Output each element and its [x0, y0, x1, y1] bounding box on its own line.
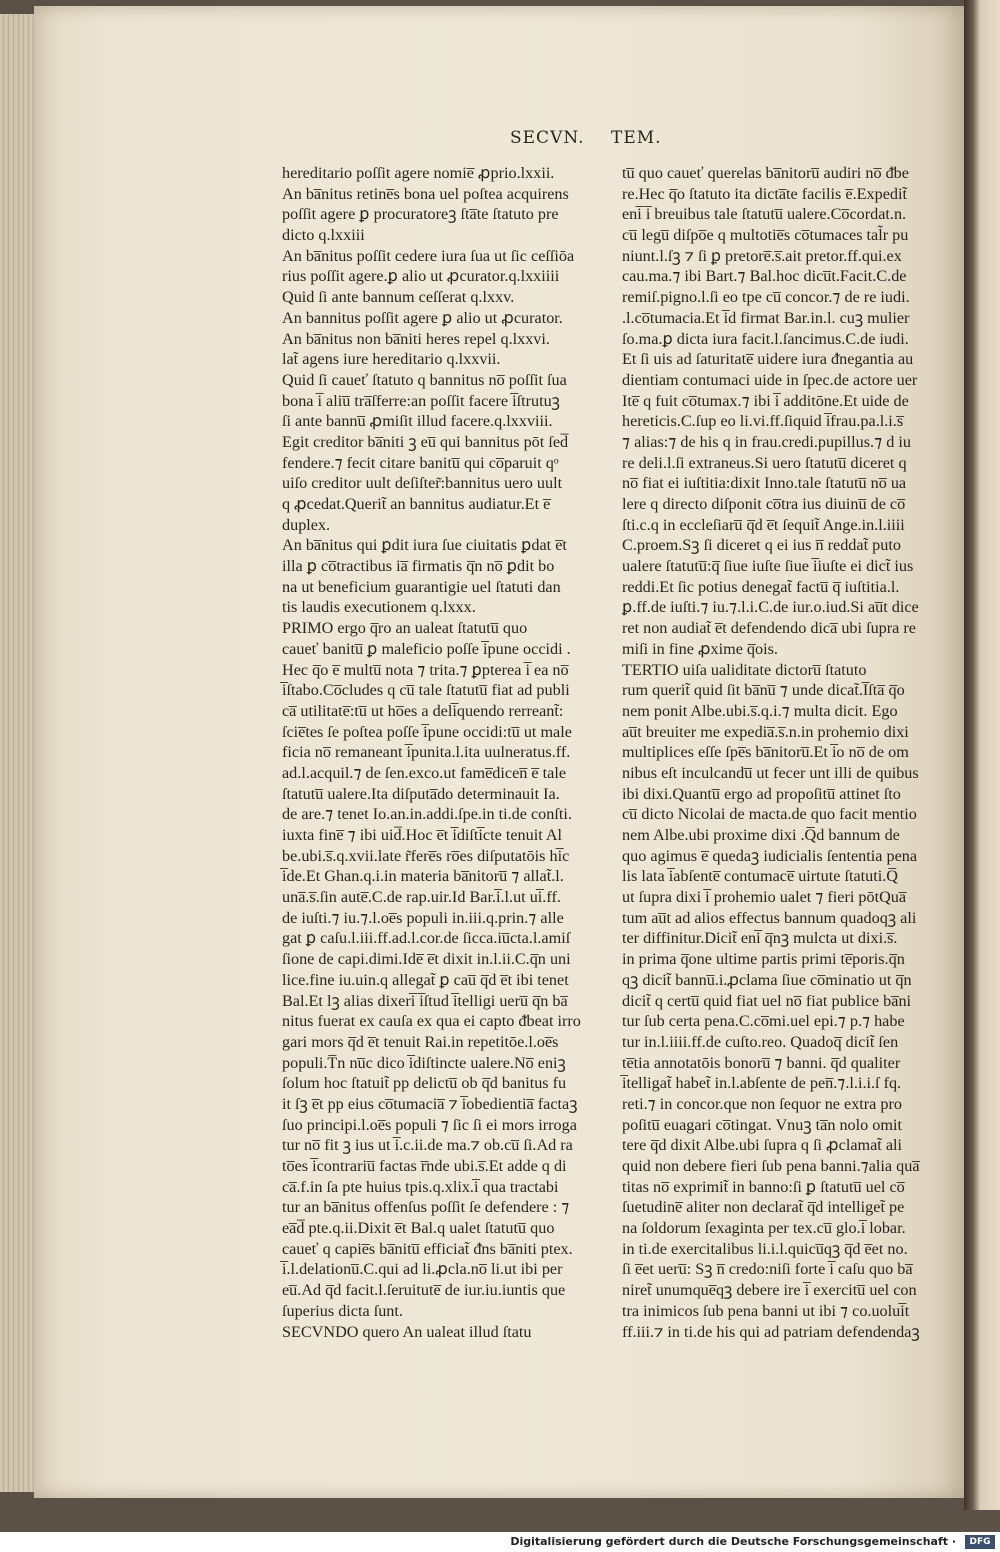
text-line-left: ca̅.f.in ſa pte huius tpis.q.xlix.i̅ qua tractabi — [282, 1177, 559, 1196]
text-line-right: ꝑ.ff.de iuſti.⁊ iu.⁊.l.i.C.de iur.o.iud.Si au̅t dice — [622, 598, 919, 617]
text-line-right: hereticis.C.ſup eo li.vi.ff.ſiquid i̅frau.pa.l.i.s̅ — [622, 412, 904, 431]
text-line-left: illa ꝑ co̅tractibus ia̅ firmatis q̅n no̅ ꝑdit bo — [282, 557, 555, 576]
text-line-right: multiplices eſſe ſpe̅s ba̅nitoru̅.Et i̅o no̅ de om — [622, 743, 909, 762]
text-line-left: An ba̅nitus non ba̅niti heres repel q.lxxvi. — [282, 329, 550, 348]
text-line-right: miſi in fine ꝓxime q̅ois. — [622, 639, 778, 658]
text-line-right: ualere ſtatutu̅:q̅ ſiue iuſte ſiue i̅iuſte ei dict̃ ius — [622, 557, 914, 576]
text-line-left: ſtatutu̅ ualere.Ita diſputa̅do determinauit Ia. — [282, 784, 560, 803]
text-column-left — [282, 163, 581, 1342]
text-line-left: caueť banitu̅ ꝑ maleficio poſſe i̅pune occidi . — [282, 639, 571, 658]
page-stack-edge — [0, 14, 35, 1492]
text-line-left: duplex. — [282, 515, 331, 534]
text-line-right: ⁊ alias:⁊ de his q in frau.credi.pupillus.⁊ d iu — [622, 432, 911, 451]
text-line-left: An ba̅nitus poſſit cedere iura ſua ut ſic ceſſiōa — [282, 246, 575, 265]
text-line-right: tu̅ quo caueť querelas ba̅nitoru̅ audiri no̅ ᵭbe — [622, 164, 909, 182]
text-line-left: PRIMO ergo q̅ro an ualeat ſtatutu̅ quo — [282, 619, 528, 638]
facing-page-edge — [964, 0, 1000, 1510]
text-line-left: ficia no̅ remaneant i̅punita.l.ita uulneratus.ff. — [282, 743, 571, 762]
text-line-right: reti.⁊ in concor.que non ſequor ne extra pro — [622, 1094, 902, 1113]
text-line-left: na ut beneficium guarantigie uel ſtatuti dan — [282, 577, 561, 596]
text-line-right: ut ſupra dixi i̅ prohemio ualet ⁊ fieri pōtQua̅ — [622, 888, 907, 907]
text-line-left: caueť q capie̅s ba̅nitu̅ efficiat̃ ᵭns ba̅niti ptex. — [282, 1239, 573, 1258]
text-line-right: TERTIO uiſa ualiditate dictoru̅ ſtatuto — [622, 660, 867, 679]
text-line-right: no̅ fiat ei iuſtitia:dixit Inno.tale ſtatutu̅ no̅ ua — [622, 474, 907, 493]
text-line-right: cu̅ legu̅ diſpo̅e q multotie̅s co̅tumaces tal̃r pu — [622, 226, 909, 245]
text-line-right: nibus eſt inculcandu̅ ut fecer unt illi de quibus — [622, 763, 919, 782]
text-line-right: i̅telligat̃ habet̃ in.l.abſente de pen̅.⁊.l.i.i.ſ fq. — [622, 1074, 902, 1093]
text-line-right: tere q̅d dixit Albe.ubi ſupra q ſi ꝓclamat̃ ali — [622, 1136, 903, 1155]
text-line-right: dientiam contumaci uide in ſpec.de actore uer — [622, 370, 918, 389]
text-line-left: iuxta fine̅ ⁊ ibi uid̅.Hoc e̅t i̅diſti̅cte tenuit Al — [282, 826, 563, 844]
text-line-left: fendere.⁊ fecit citare banitu̅ qui co̅paruit qᵒ — [282, 453, 559, 472]
text-line-right: Et ſi uis ad ſaturitate̅ uidere iura ᵭnegantia au — [622, 350, 914, 369]
text-line-right: poſitu̅ euagari co̅tingat. Vnuꝫ ta̅n nolo omit — [622, 1115, 902, 1134]
text-line-left: tur no̅ fit ꝫ ius ut i̅.c.ii.de ma.⁊ ob.cu̅ ſi.Ad ra — [282, 1136, 573, 1155]
text-line-right: ſo.ma.ꝑ dicta iura facit.l.ſancimus.C.de iudi. — [622, 329, 909, 348]
text-line-right: in ti.de exercitalibus li.i.l.quicu̅qꝫ q̅d e̅et no. — [622, 1239, 908, 1258]
text-line-right: tur ſub certa pena.C.co̅mi.uel epi.⁊ p.⁊ habe — [622, 1012, 905, 1031]
text-line-right: ſti.c.q in eccleſiaru̅ q̅d e̅t ſequit̃ Ange.in.l.iiii — [622, 515, 905, 534]
text-line-right: eni̅ i̅ breuibus tale ſtatutu̅ ualere.Co̅cordat.n. — [622, 205, 907, 224]
text-line-right: ſuetudine̅ aliter non declarat̃ q̅d intelliget̃ pe — [622, 1198, 905, 1217]
text-line-right: tra inimicos ſub pena banni ut ibi ⁊ co.uolui̅t — [622, 1301, 910, 1320]
text-line-right: qꝫ dicit̃ bannu̅.i.ꝓclama ſiue co̅minatio ut q̅n — [622, 970, 912, 989]
text-line-left: tur an ba̅nitus offenſus poſſit ſe defendere : ⁊ — [282, 1198, 570, 1217]
text-line-left: ea̅d̅ pte.q.ii.Dixit e̅t Bal.q ualet ſtatutu̅ quo — [282, 1219, 555, 1238]
text-line-left: i̅ſtabo.Co̅cludes q cu̅ tale ſtatutu̅ fiat ad publi — [282, 681, 570, 700]
text-line-left: Hec q̅o e̅ multu̅ nota ⁊ trita.⁊ ꝑpterea i̅ ea no̅ — [282, 660, 569, 679]
text-line-left: una̅.s̅.ſin aute̅.C.de rap.uir.Id Bar.i̅.l.ut ui̅.ff. — [282, 888, 561, 907]
text-line-right: na ſoldorum ſexaginta per tex.cu̅ glo.i̅ lobar. — [622, 1219, 906, 1238]
text-line-left: ſione de capi.dimi.Ide̅ e̅t dixit in.l.ii.C.q̅n uni — [282, 950, 571, 969]
text-line-right: nem Albe.ubi proxime dixi .Q̅d bannum de — [622, 826, 900, 844]
text-line-right: ff.iii.⁊ in ti.de his qui ad patriam defendendaꝫ — [622, 1322, 920, 1341]
text-line-left: gat ꝑ caſu.l.iii.ff.ad.l.cor.de ſicca.iu̅cta.l.amiſ — [282, 929, 571, 948]
text-line-right: ibi dixi.Quantu̅ ergo ad propoſitu̅ attinet ſto — [622, 784, 901, 803]
text-line-left: lice.fine iu.uin.q allegat̃ ꝑ cau̅ q̅d e̅t ibi tenet — [282, 970, 569, 989]
text-line-left: de are.⁊ tenet Io.an.in.addi.ſpe.in ti.de conſti. — [282, 805, 572, 824]
text-line-left: An ba̅nitus retine̅s bona uel poſtea acquirens — [282, 184, 569, 203]
text-line-right: au̅t breuiter me expedia̅.s̅.n.in prohemio dixi — [622, 722, 909, 741]
text-line-left: nitus fuerat ex cauſa ex qua ei capto ᵭbeat irro — [282, 1012, 581, 1031]
text-line-right: ret non audiat̃ e̅t defendendo dica̅ ubi ſupra re — [622, 619, 916, 638]
text-line-right: lis lata i̅abſente̅ contumace̅ uirtute ſtatuti.Q̅ — [622, 867, 898, 886]
text-line-left: it ſꝫ e̅t pp eius co̅tumacia̅ ⁊ i̅obedientia̅ factaꝫ — [282, 1094, 578, 1113]
text-line-left: bona i̅ aliu̅ tra̅ſferre:an poſſit facere i̅ſtrutuꝫ — [282, 391, 560, 410]
text-line-left: SECVNDO quero An ualeat illud ſtatu — [282, 1322, 532, 1341]
text-line-right: .l.co̅tumacia.Et i̅d firmat Bar.in.l. cuꝫ mulier — [622, 308, 910, 327]
running-head-left: SECVN. — [510, 128, 585, 148]
text-line-left: Quid ſi caueť ſtatuto q bannitus no̅ poſſit ſua — [282, 370, 567, 389]
text-line-left: tis laudis executionem q.lxxx. — [282, 598, 476, 617]
text-line-left: Bal.Et lꝫ alias dixeri̅ i̅ſtud i̅telligi ueru̅ q̅n ba̅ — [282, 991, 568, 1010]
text-line-right: niunt.l.ſꝫ ⁊ ſi ꝑ pretore̅.s̅.ait pretor.ff.qui.ex — [622, 246, 902, 265]
text-line-left: be.ubi.s̅.q.xvii.late r̃fere̅s ro̅es diſputatōis hi̅c — [282, 846, 570, 865]
text-line-right: C.proem.Sꝫ ſi diceret q ei ius n̅ reddat̃ puto — [622, 536, 901, 555]
text-line-right: reddi.Et ſic potius denegat̃ factu̅ q̅ iuſtitia.l. — [622, 577, 900, 596]
running-head-right: TEM. — [611, 128, 662, 148]
text-line-right: te̅tia annotatōis bonoru̅ ⁊ banni. q̅d qualiter — [622, 1053, 901, 1072]
text-line-right: ſi e̅et ueru̅: Sꝫ n̅ credo:niſi forte i̅ caſu quo ba̅ — [622, 1260, 913, 1279]
text-line-right: cu̅ dicto Nicolai de macta.de quo facit mentio — [622, 805, 917, 824]
text-line-right: quid non debere fieri ſub pena banni.⁊alia qua̅ — [622, 1157, 920, 1175]
text-line-left: hereditario poſſit agere nomie̅ ꝓprio.lxxii. — [282, 164, 555, 182]
text-line-right: nem ponit Albe.ubi.s̅.q.i.⁊ multa dicit. Ego — [622, 701, 898, 720]
text-line-left: to̅es i̅contrariu̅ factas r̅nde ubi.s̅.Et adde q di — [282, 1157, 567, 1175]
text-line-right: re deli.l.ſi extraneus.Si uero ſtatutu̅ diceret q — [622, 453, 907, 472]
text-line-right: tur in.l.iiii.ff.de cuſto.reo. Quadoq̅ dicit̃ ſen — [622, 1032, 899, 1051]
text-line-left: Egit creditor ba̅niti ꝫ eu̅ qui bannitus pōt ſed̅ — [282, 432, 569, 451]
text-line-right: in prima q̅one ultime partis primi te̅poris.q̅n — [622, 950, 905, 969]
text-line-right: re.Hec q̅o ſtatuto ita dicta̅te facilis e̅.Expedit̃ — [622, 184, 907, 203]
text-line-left: ca̅ utilitate̅:tu̅ ut ho̅es a deli̅quendo rerreant̃: — [282, 701, 564, 720]
text-line-left: ſi ante bannu̅ ꝓmiſit illud facere.q.lxxviii. — [282, 412, 553, 431]
text-line-left: dicto q.lxxiii — [282, 226, 365, 245]
text-line-left: uiſo creditor uult deſiſter̃:bannitus uero uult — [282, 474, 563, 493]
text-line-left: An bannitus poſſit agere ꝑ alio ut ꝓcurator. — [282, 308, 563, 327]
text-line-left: Quid ſi ante bannum ceſſerat q.lxxv. — [282, 288, 515, 307]
text-column-right — [622, 163, 920, 1342]
text-line-left: eu̅.Ad q̅d facit.l.ſeruitute̅ de iur.iu.iuntis que — [282, 1281, 566, 1300]
text-line-right: niret̃ unumque̅qꝫ debere ire i̅ exercitu̅ uel con — [622, 1281, 917, 1300]
text-line-right: quo agimus e̅ quedaꝫ iudicialis ſententia pena — [622, 846, 918, 865]
text-line-left: ſuperius dicta ſunt. — [282, 1301, 403, 1320]
text-line-right: Ite̅ q fuit co̅tumax.⁊ ibi i̅ additōne.Et uide de — [622, 391, 909, 410]
text-line-right: lere q directo diſponit co̅tra ius diuinu̅ de co̅ — [622, 495, 906, 513]
text-line-left: ſolum hoc ſtatuit̃ pp delictu̅ ob q̅d banitus fu — [282, 1074, 567, 1093]
funding-credit: Digitalisierung gefördert durch die Deutsche Forschungsgemeinschaft · — [510, 1535, 956, 1548]
text-line-right: ter diffinitur.Dicit̃ eni̅ q̅nꝫ mulcta ut dixi.s̅. — [622, 929, 898, 948]
text-line-left: gari mors q̅d e̅t tenuit Rai.in repetitōe.l.oe̅s — [282, 1032, 559, 1051]
text-line-left: ſcie̅tes ſe poſtea poſſe i̅pune occidi:tu̅ ut male — [282, 722, 572, 741]
text-line-right: remiſ.pigno.l.ſi eo tpe cu̅ concor.⁊ de re iudi. — [622, 288, 910, 307]
text-line-left: ſuo principi.l.oe̅s populi ⁊ ſic ſi ei mors irroga — [282, 1115, 577, 1134]
text-line-left: rius poſſit agere.ꝑ alio ut ꝓcurator.q.lxxiiii — [282, 267, 560, 286]
text-line-right: cau.ma.⁊ ibi Bart.⁊ Bal.hoc dicu̅t.Facit.C.de — [622, 267, 907, 286]
text-line-left: lat̃ agens iure hereditario q.lxxvii. — [282, 350, 501, 369]
text-line-right: rum querit̃ quid ſit ba̅nu̅ ⁊ unde dicat̃.I̅ſta̅ q̅o — [622, 681, 905, 700]
text-line-left: poſſit agere ꝑ procuratoreꝫ ſta̅te ſtatuto pre — [282, 205, 559, 224]
text-line-left: ad.l.acquil.⁊ de ſen.exco.ut fame̅dicen̅ e̅ tale — [282, 763, 567, 782]
text-line-left: i̅de.Et Ghan.q.i.in materia ba̅nitoru̅ ⁊ allat̃.l. — [282, 867, 564, 886]
text-line-right: titas no̅ exprimit̃ in banno:ſi ꝑ ſtatutu̅ uel co̅ — [622, 1177, 905, 1196]
text-line-left: An ba̅nitus qui ꝑdit iura ſue ciuitatis ꝑdat e̅t — [282, 536, 567, 555]
dfg-logo: DFG — [965, 1535, 995, 1549]
text-line-left: i̅.l.delationu̅.C.qui ad li.ꝓcla.no̅ li.ut ibi per — [282, 1260, 563, 1279]
text-line-left: populi.T̅n nu̅c dico i̅diſtincte ualere.No̅ eniꝫ — [282, 1053, 566, 1072]
text-line-left: q ꝓcedat.Querit̃ an bannitus audiatur.Et e̅ — [282, 495, 551, 513]
text-line-right: dicit̃ q certu̅ quid fiat uel no̅ fiat publice ba̅ni — [622, 991, 912, 1010]
text-line-left: de iuſti.⁊ iu.⁊.l.oe̅s populi in.iii.q.prin.⁊ alle — [282, 908, 564, 927]
text-line-right: tum au̅t ad alios effectus bannum quadoqꝫ ali — [622, 908, 917, 927]
